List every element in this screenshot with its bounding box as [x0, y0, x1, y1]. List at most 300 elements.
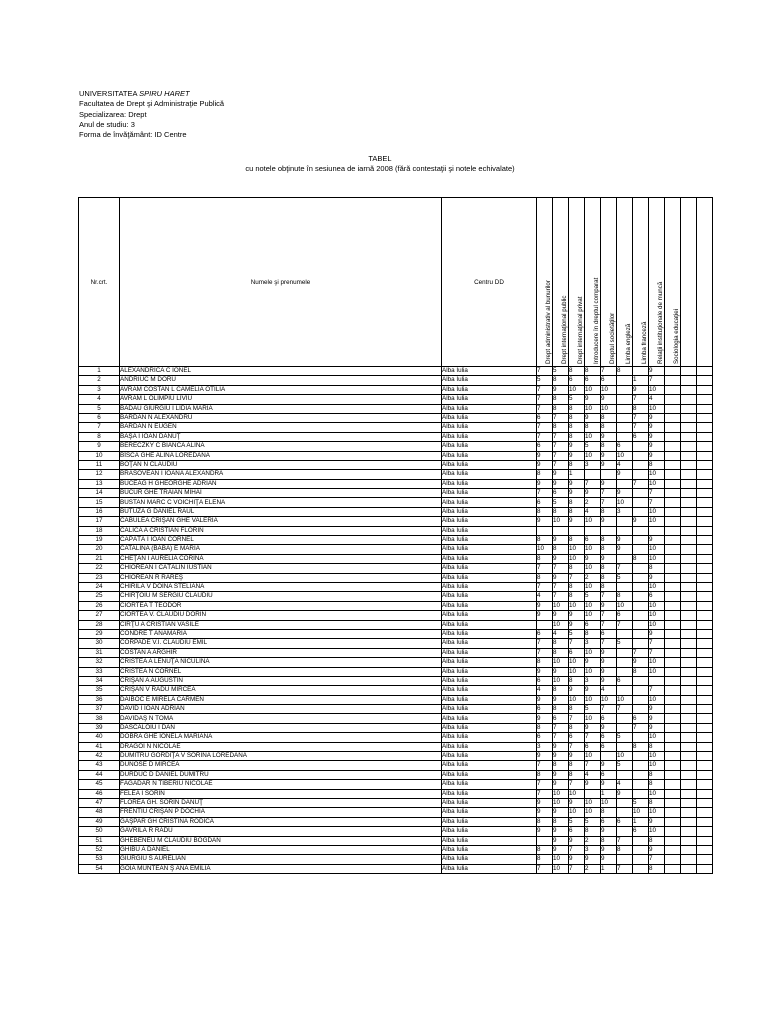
student-name: BRASOVEAN I IOANA ALEXANDRA	[120, 470, 442, 479]
student-name: BUCUR GHE TRAIAN MIHAI	[120, 489, 442, 498]
grade-cell: 6	[601, 714, 617, 723]
grade-cell: 7	[569, 845, 585, 854]
grade-cell: 8	[569, 404, 585, 413]
student-name: CHIOREAN I CĂTĂLIN IUSTIAN	[120, 564, 442, 573]
faculty-line: Facultatea de Drept şi Administraţie Publică	[79, 99, 225, 109]
grade-cell	[665, 733, 681, 742]
table-row	[79, 564, 713, 573]
table-row	[79, 423, 713, 432]
grade-cell	[633, 460, 649, 469]
grade-cell	[681, 460, 697, 469]
table-row	[79, 620, 713, 629]
grade-cell	[681, 723, 697, 732]
table-row	[79, 780, 713, 789]
grade-cell	[633, 451, 649, 460]
grade-cell: 8	[553, 423, 569, 432]
row-number: 21	[79, 554, 120, 563]
grade-cell: 7	[601, 620, 617, 629]
grade-cell: 7	[569, 780, 585, 789]
grade-cell	[665, 855, 681, 864]
row-number: 12	[79, 470, 120, 479]
center-name: Alba Iulia	[442, 695, 537, 704]
center-name: Alba Iulia	[442, 601, 537, 610]
grade-cell	[697, 752, 713, 761]
grade-cell: 10	[617, 451, 633, 460]
grade-cell	[617, 404, 633, 413]
grade-cell	[617, 376, 633, 385]
grade-cell	[681, 489, 697, 498]
grade-cell: 8	[553, 376, 569, 385]
grade-cell: 8	[585, 423, 601, 432]
grade-cell	[665, 470, 681, 479]
row-number: 48	[79, 808, 120, 817]
grade-cell	[697, 423, 713, 432]
col-header-subject	[585, 198, 601, 367]
row-number: 19	[79, 536, 120, 545]
grade-cell: 8	[617, 845, 633, 854]
center-name: Alba Iulia	[442, 658, 537, 667]
grade-cell: 10	[649, 611, 665, 620]
grade-cell	[681, 385, 697, 394]
grade-cell: 1	[601, 789, 617, 798]
row-number: 49	[79, 817, 120, 826]
grade-cell: 9	[649, 423, 665, 432]
grade-cell: 9	[537, 827, 553, 836]
center-name: Alba Iulia	[442, 770, 537, 779]
center-name: Alba Iulia	[442, 817, 537, 826]
grade-cell: 7	[601, 489, 617, 498]
grade-cell	[681, 413, 697, 422]
grade-cell	[697, 460, 713, 469]
grade-cell	[617, 714, 633, 723]
row-number: 11	[79, 460, 120, 469]
grade-cell	[665, 573, 681, 582]
grade-cell: 7	[537, 564, 553, 573]
education-form-line: Forma de învăţământ: ID Centre	[79, 130, 187, 140]
center-name: Alba Iulia	[442, 582, 537, 591]
grade-cell: 10	[569, 695, 585, 704]
grade-cell: 8	[585, 629, 601, 638]
grade-cell	[665, 686, 681, 695]
grade-cell: 10	[569, 789, 585, 798]
grade-cell	[697, 470, 713, 479]
grade-cell: 9	[569, 836, 585, 845]
grade-cell: 6	[601, 376, 617, 385]
grade-cell	[633, 489, 649, 498]
grade-cell: 6	[617, 442, 633, 451]
col-header-subject	[665, 198, 681, 367]
grade-cell: 9	[617, 470, 633, 479]
student-name: GHEBENEU M CLAUDIU BOGDAN	[120, 836, 442, 845]
specialization-line: Specializarea: Drept	[79, 109, 147, 119]
subject-label: Relaţii instituţionale de muncă	[656, 281, 664, 364]
grade-cell: 8	[601, 413, 617, 422]
grade-cell: 9	[585, 686, 601, 695]
grade-cell	[633, 855, 649, 864]
grade-cell	[681, 789, 697, 798]
grade-cell	[617, 554, 633, 563]
grade-cell: 10	[569, 667, 585, 676]
grade-cell: 9	[601, 648, 617, 657]
grade-cell: 9	[633, 658, 649, 667]
grade-cell	[617, 686, 633, 695]
grade-cell: 1	[633, 376, 649, 385]
grade-cell: 7	[617, 620, 633, 629]
grade-cell	[665, 752, 681, 761]
grade-cell: 10	[553, 798, 569, 807]
grade-cell: 8	[537, 573, 553, 582]
grade-cell	[681, 845, 697, 854]
center-name: Alba Iulia	[442, 536, 537, 545]
grade-cell: 8	[649, 798, 665, 807]
grade-cell: 7	[569, 573, 585, 582]
grade-cell: 9	[601, 827, 617, 836]
grade-cell	[697, 526, 713, 535]
grade-cell	[681, 536, 697, 545]
grade-cell	[681, 836, 697, 845]
table-row	[79, 676, 713, 685]
grade-cell: 7	[553, 564, 569, 573]
center-name: Alba Iulia	[442, 451, 537, 460]
grade-cell	[633, 780, 649, 789]
grade-cell	[681, 705, 697, 714]
grade-cell: 7	[553, 723, 569, 732]
center-name: Alba Iulia	[442, 780, 537, 789]
grade-cell: 9	[569, 620, 585, 629]
grade-cell	[697, 827, 713, 836]
student-name: GOIA MUNTEAN Ş ANA EMILIA	[120, 864, 442, 873]
grade-cell	[681, 864, 697, 873]
center-name: Alba Iulia	[442, 423, 537, 432]
grade-cell: 10	[553, 517, 569, 526]
table-header-row	[79, 198, 713, 367]
grade-cell: 8	[537, 470, 553, 479]
center-name: Alba Iulia	[442, 460, 537, 469]
grade-cell: 8	[601, 536, 617, 545]
subject-label: Drept internaţional privat	[576, 296, 584, 364]
student-name: AVRAM COSTAN L CAMELIA OTILIA	[120, 385, 442, 394]
table-row	[79, 817, 713, 826]
grade-cell	[665, 432, 681, 441]
grade-cell	[665, 798, 681, 807]
grade-cell	[697, 733, 713, 742]
center-name: Alba Iulia	[442, 723, 537, 732]
grade-cell: 7	[633, 723, 649, 732]
grade-cell	[697, 658, 713, 667]
grade-cell: 9	[649, 451, 665, 460]
col-header-subject	[553, 198, 569, 367]
grade-cell	[681, 367, 697, 376]
row-number: 16	[79, 507, 120, 516]
grade-cell	[633, 695, 649, 704]
row-number: 4	[79, 395, 120, 404]
grade-cell: 8	[553, 545, 569, 554]
grade-cell: 7	[537, 395, 553, 404]
grade-cell: 9	[537, 695, 553, 704]
grade-cell	[617, 798, 633, 807]
grade-cell	[665, 770, 681, 779]
table-row	[79, 573, 713, 582]
grade-cell: 8	[569, 498, 585, 507]
grade-cell: 8	[649, 742, 665, 751]
table-row	[79, 836, 713, 845]
grade-cell: 7	[601, 639, 617, 648]
table-row	[79, 855, 713, 864]
grade-cell	[697, 479, 713, 488]
table-row	[79, 798, 713, 807]
grade-cell: 10	[649, 517, 665, 526]
center-name: Alba Iulia	[442, 620, 537, 629]
grade-cell	[665, 545, 681, 554]
grade-cell: 7	[569, 742, 585, 751]
grade-cell	[681, 451, 697, 460]
table-row	[79, 752, 713, 761]
grade-cell	[649, 526, 665, 535]
student-name: FĂGĂDAR N TIBERIU NICOLAE	[120, 780, 442, 789]
grade-cell: 7	[617, 564, 633, 573]
university-line: UNIVERSITATEA SPIRU HARET	[79, 89, 190, 98]
table-row	[79, 451, 713, 460]
grade-cell	[697, 705, 713, 714]
grade-cell: 7	[649, 489, 665, 498]
student-name: FELEA I SORIN	[120, 789, 442, 798]
student-name: DAVID I IOAN ADRIAN	[120, 705, 442, 714]
grade-cell	[665, 536, 681, 545]
grade-cell: 7	[585, 733, 601, 742]
grade-cell: 9	[537, 808, 553, 817]
grade-cell	[665, 836, 681, 845]
grade-cell	[537, 620, 553, 629]
grade-cell: 7	[617, 836, 633, 845]
grade-cell: 4	[617, 780, 633, 789]
student-name: CAPĂTĂ I IOAN CORNEL	[120, 536, 442, 545]
grade-cell: 5	[633, 798, 649, 807]
grade-cell: 6	[569, 827, 585, 836]
center-name: Alba Iulia	[442, 705, 537, 714]
grade-cell	[665, 554, 681, 563]
center-name: Alba Iulia	[442, 367, 537, 376]
grade-cell	[665, 789, 681, 798]
row-number: 25	[79, 592, 120, 601]
row-number: 33	[79, 667, 120, 676]
grade-cell: 8	[601, 507, 617, 516]
grade-cell: 10	[569, 601, 585, 610]
grade-cell	[617, 827, 633, 836]
grade-cell	[681, 573, 697, 582]
grade-cell	[665, 705, 681, 714]
grade-cell: 8	[601, 564, 617, 573]
grade-cell: 8	[569, 723, 585, 732]
table-row	[79, 385, 713, 394]
grade-cell	[617, 413, 633, 422]
grade-cell: 9	[553, 742, 569, 751]
student-name: COSTAN A ARGHIR	[120, 648, 442, 657]
grade-cell	[617, 526, 633, 535]
row-number: 42	[79, 752, 120, 761]
grade-cell	[681, 404, 697, 413]
grade-cell: 8	[569, 536, 585, 545]
grade-cell	[665, 601, 681, 610]
grade-cell: 8	[553, 817, 569, 826]
grade-cell	[633, 564, 649, 573]
table-row	[79, 686, 713, 695]
row-number: 1	[79, 367, 120, 376]
table-row	[79, 611, 713, 620]
grade-cell	[633, 507, 649, 516]
grade-cell	[697, 780, 713, 789]
grade-cell	[553, 526, 569, 535]
table-row	[79, 601, 713, 610]
grade-cell	[681, 592, 697, 601]
grade-cell	[665, 667, 681, 676]
grade-cell	[697, 507, 713, 516]
grade-cell: 8	[569, 423, 585, 432]
row-number: 54	[79, 864, 120, 873]
grade-cell	[617, 808, 633, 817]
grade-cell	[681, 582, 697, 591]
study-year-line: Anul de studiu: 3	[79, 119, 135, 129]
grade-cell: 8	[585, 367, 601, 376]
grade-cell: 8	[553, 507, 569, 516]
grade-cell: 8	[537, 770, 553, 779]
grade-cell: 2	[585, 498, 601, 507]
grade-cell: 7	[537, 582, 553, 591]
title-subtitle: cu notele obţinute în sesiunea de iarnă 2008 (fără contestaţii şi notele echivalate)	[245, 164, 515, 173]
row-number: 18	[79, 526, 120, 535]
student-name: CATALINA (BABA) E MARIA	[120, 545, 442, 554]
grade-cell	[665, 367, 681, 376]
grade-cell	[665, 864, 681, 873]
center-name: Alba Iulia	[442, 742, 537, 751]
grade-cell: 8	[649, 780, 665, 789]
grade-cell	[697, 545, 713, 554]
grade-cell: 10	[649, 667, 665, 676]
grade-cell	[697, 582, 713, 591]
grade-cell: 10	[585, 601, 601, 610]
grade-cell	[617, 855, 633, 864]
row-number: 8	[79, 432, 120, 441]
grade-cell: 7	[601, 498, 617, 507]
grade-cell: 10	[649, 582, 665, 591]
grade-cell	[633, 629, 649, 638]
grade-cell	[633, 864, 649, 873]
grade-cell: 8	[537, 855, 553, 864]
grade-cell: 5	[585, 592, 601, 601]
grade-cell: 9	[601, 451, 617, 460]
grade-cell	[665, 620, 681, 629]
student-name: BUSTAN MARC C VOICHIŢA ELENA	[120, 498, 442, 507]
grade-cell	[697, 601, 713, 610]
grade-cell	[665, 517, 681, 526]
center-name: Alba Iulia	[442, 432, 537, 441]
grade-cell	[617, 770, 633, 779]
grade-cell: 7	[537, 639, 553, 648]
grade-cell: 8	[649, 770, 665, 779]
grade-cell: 9	[585, 554, 601, 563]
student-name: CALICA A CRISTIAN FLORIN	[120, 526, 442, 535]
grade-cell: 4	[617, 460, 633, 469]
table-row	[79, 761, 713, 770]
table-row	[79, 695, 713, 704]
grade-cell	[633, 582, 649, 591]
grade-cell	[633, 686, 649, 695]
grade-cell	[601, 752, 617, 761]
center-name: Alba Iulia	[442, 526, 537, 535]
grade-cell	[697, 442, 713, 451]
grade-cell: 10	[553, 789, 569, 798]
grade-cell: 8	[537, 507, 553, 516]
grade-cell: 10	[585, 714, 601, 723]
grade-cell: 7	[617, 705, 633, 714]
grade-cell: 9	[553, 752, 569, 761]
grade-cell: 10	[649, 507, 665, 516]
grade-cell: 6	[537, 413, 553, 422]
grade-cell	[681, 733, 697, 742]
grade-cell	[633, 573, 649, 582]
grade-cell: 8	[617, 367, 633, 376]
student-name: CRIŞAN A AUGUSTIN	[120, 676, 442, 685]
grade-cell	[697, 413, 713, 422]
grade-cell: 9	[585, 780, 601, 789]
grade-cell	[697, 620, 713, 629]
grade-cell	[633, 601, 649, 610]
col-header-subject	[649, 198, 665, 367]
student-name: DAIBOC E MIRELA CARMEN	[120, 695, 442, 704]
grade-cell: 8	[569, 770, 585, 779]
grade-cell: 10	[585, 432, 601, 441]
grade-cell	[697, 536, 713, 545]
center-name: Alba Iulia	[442, 733, 537, 742]
grade-cell: 7	[633, 648, 649, 657]
row-number: 53	[79, 855, 120, 864]
center-name: Alba Iulia	[442, 404, 537, 413]
grade-cell: 8	[649, 836, 665, 845]
grade-cell: 10	[553, 676, 569, 685]
row-number: 9	[79, 442, 120, 451]
grade-cell: 9	[553, 536, 569, 545]
grade-cell	[697, 432, 713, 441]
row-number: 29	[79, 629, 120, 638]
grade-cell: 6	[585, 536, 601, 545]
grade-cell: 9	[617, 545, 633, 554]
grade-cell: 7	[617, 864, 633, 873]
student-name: CORPADE V.I. CLAUDIU EMIL	[120, 639, 442, 648]
grade-cell	[697, 836, 713, 845]
grade-cell: 10	[569, 658, 585, 667]
grade-cell	[633, 536, 649, 545]
grade-cell: 4	[649, 395, 665, 404]
grade-cell: 9	[553, 573, 569, 582]
grade-cell: 7	[537, 367, 553, 376]
col-header-subject	[601, 198, 617, 367]
grade-cell: 10	[617, 601, 633, 610]
grade-cell: 9	[537, 667, 553, 676]
grade-cell: 9	[649, 432, 665, 441]
col-header-center: Centru DD	[442, 198, 537, 367]
center-name: Alba Iulia	[442, 676, 537, 685]
grade-cell: 9	[585, 723, 601, 732]
row-number: 50	[79, 827, 120, 836]
subject-label: Drept administrativ al bunurilor	[544, 280, 552, 364]
subject-label: Dreptul societăţilor	[608, 312, 616, 364]
grade-cell: 4	[553, 629, 569, 638]
student-name: CIORTEA T TEODOR	[120, 601, 442, 610]
grade-cell: 6	[601, 817, 617, 826]
student-name: ANDRIUC M DORU	[120, 376, 442, 385]
grade-cell: 7	[569, 714, 585, 723]
grade-cell	[681, 611, 697, 620]
grade-cell	[697, 611, 713, 620]
